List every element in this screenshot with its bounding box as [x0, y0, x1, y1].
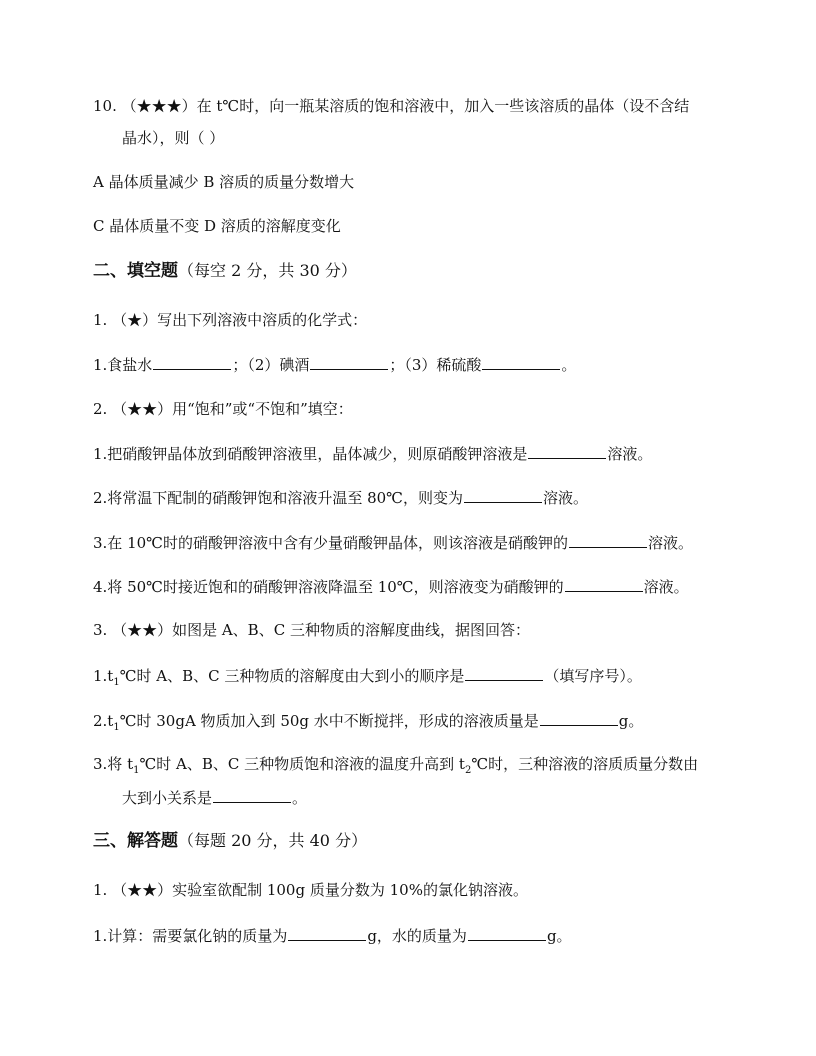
section3-score: （每题 20 分，共 40 分）	[178, 831, 368, 850]
answer-blank[interactable]	[569, 532, 647, 548]
s2-q3-item3-cont	[122, 787, 307, 808]
item-text: （填写序号）。	[544, 667, 642, 685]
item-text: 4.将 50℃时接近饱和的硝酸钾溶液降温至 10℃，则溶液变为硝酸钾的	[93, 578, 564, 596]
item-text: ℃时 A、B、C 三种物质的溶解度由大到小的顺序是	[119, 667, 465, 685]
section3-heading	[93, 831, 367, 851]
q10-options-cd: C 晶体质量不变 D 溶质的溶解度变化	[93, 217, 341, 235]
item-text: g，水的质量为	[367, 927, 467, 945]
s2-q2-item4	[93, 576, 689, 597]
item-text: g。	[618, 712, 644, 730]
s2-q2-item3	[93, 532, 693, 553]
s2-q2-prompt: 2. （★★）用“饱和”或“不饱和”填空：	[93, 400, 353, 418]
item-text: 3.在 10℃时的硝酸钾溶液中含有少量硝酸钾晶体，则该溶液是硝酸钾的	[93, 534, 568, 552]
s2-q1-prompt: 1. （★）写出下列溶液中溶质的化学式：	[93, 311, 368, 329]
s2-q3-item2	[93, 710, 643, 738]
item-text: 1.计算：需要氯化钠的质量为	[93, 927, 288, 945]
s2-q1-answers	[93, 354, 576, 375]
item-text: 溶液。	[607, 445, 653, 463]
answer-blank[interactable]	[464, 487, 542, 503]
s2-q3-prompt: 3. （★★）如图是 A、B、C 三种物质的溶解度曲线，据图回答：	[93, 621, 530, 639]
answer-blank[interactable]	[468, 925, 546, 941]
s3-q1-prompt: 1. （★★）实验室欲配制 100g 质量分数为 10%的氯化钠溶液。	[93, 881, 528, 899]
section2-title: 二、填空题	[93, 261, 178, 281]
subscript: 1	[113, 722, 120, 733]
s2-q3-item3	[93, 754, 698, 781]
item-text: ℃时 A、B、C 三种物质饱和溶液的温度升高到 t	[139, 755, 465, 773]
item-text: 2.将常温下配制的硝酸钾饱和溶液升温至 80℃，则变为	[93, 489, 463, 507]
item-text: 3.将 t	[93, 755, 134, 773]
item-text: 溶液。	[647, 534, 693, 552]
answer-blank[interactable]	[465, 665, 543, 681]
item-text: 溶液。	[542, 489, 588, 507]
q10-line1: 10. （★★★）在 t℃时，向一瓶某溶质的饱和溶液中，加入一些该溶质的晶体（设不含结	[93, 97, 690, 115]
answer-blank[interactable]	[288, 925, 366, 941]
item-text: ℃时，三种溶液的溶质质量分数由	[471, 755, 699, 773]
answer-blank[interactable]	[310, 354, 388, 370]
item-text: 。	[292, 789, 308, 807]
answer-blank[interactable]	[482, 354, 560, 370]
item-text: g。	[546, 927, 572, 945]
s2-q1-item-b: ；（2）碘酒	[232, 356, 310, 374]
item-text: 2.t	[93, 712, 114, 730]
subscript: 1	[113, 677, 120, 688]
item-text: 1.把硝酸钾晶体放到硝酸钾溶液里，晶体减少，则原硝酸钾溶液是	[93, 445, 528, 463]
section3-title: 三、解答题	[93, 831, 178, 851]
item-text: 溶液。	[643, 578, 689, 596]
item-text: 大到小关系是	[122, 789, 213, 807]
item-text: ℃时 30gA 物质加入到 50g 水中不断搅拌，形成的溶液质量是	[119, 712, 539, 730]
section2-heading	[93, 261, 357, 281]
answer-blank[interactable]	[565, 576, 643, 592]
section2-score: （每空 2 分，共 30 分）	[178, 261, 357, 280]
item-text: 1.t	[93, 667, 114, 685]
s3-q1-item1	[93, 925, 572, 946]
subscript: 1	[133, 765, 140, 776]
q10-line2: 晶水），则（ ）	[122, 129, 225, 147]
s2-q2-item1	[93, 443, 652, 464]
s2-q1-item-c: ；（3）稀硫酸	[389, 356, 482, 374]
s2-q1-item-a: 1.食盐水	[93, 356, 153, 374]
s2-q3-item1	[93, 665, 642, 693]
subscript: 2	[464, 765, 472, 776]
answer-blank[interactable]	[153, 354, 231, 370]
q10-options-ab: A 晶体质量减少 B 溶质的质量分数增大	[93, 173, 355, 191]
answer-blank[interactable]	[528, 443, 606, 459]
s2-q1-end: 。	[561, 356, 577, 374]
answer-blank[interactable]	[213, 787, 291, 803]
s2-q2-item2	[93, 487, 588, 508]
answer-blank[interactable]	[540, 710, 618, 726]
